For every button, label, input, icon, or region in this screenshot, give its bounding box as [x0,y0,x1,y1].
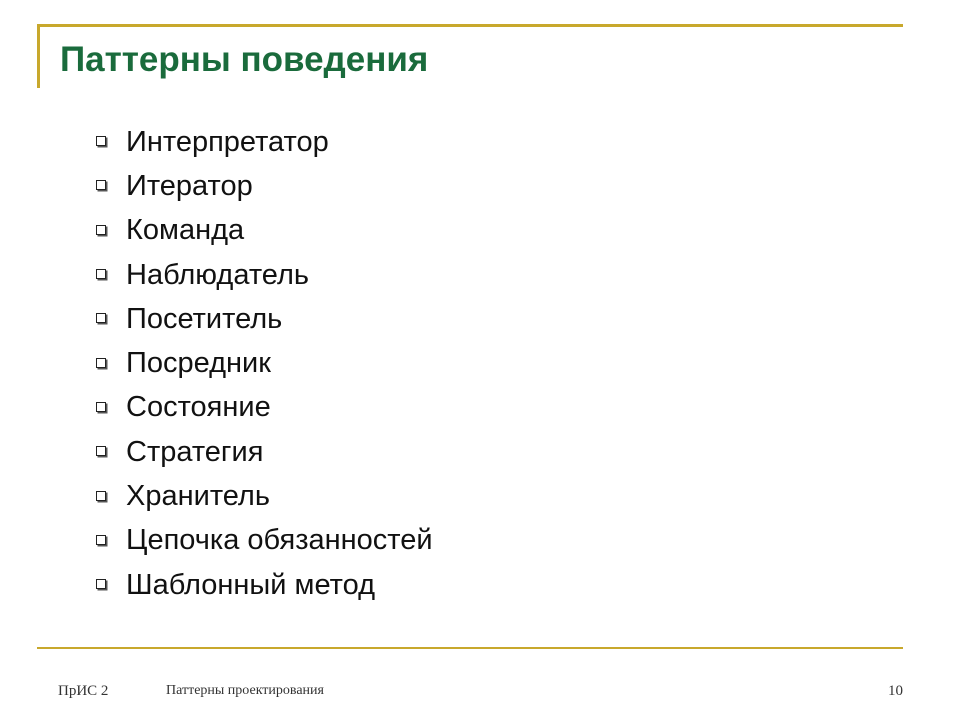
bullet-text: Интерпретатор [126,125,329,158]
bullet-item [96,474,433,518]
footer-course-label: ПрИС 2 [58,683,109,699]
bullet-item [96,164,433,208]
bullet-text: Цепочка обязанностей [126,524,433,557]
bullet-item [96,386,433,430]
bullet-item [96,120,433,164]
slide-title: Паттерны поведения [60,40,429,79]
bullet-text: Посредник [126,347,271,380]
bottom-accent-line [37,647,903,649]
bullet-text: Состояние [126,391,271,424]
hollow-square-bullet-icon [96,136,106,146]
bullet-text: Посетитель [126,302,283,335]
bullet-item [96,563,433,607]
bullet-item [96,519,433,563]
bullet-text: Наблюдатель [126,258,309,291]
left-accent-line [37,24,40,88]
footer-page-number: 10 [888,683,903,699]
hollow-square-bullet-icon [96,269,106,279]
bullet-item [96,209,433,253]
hollow-square-bullet-icon [96,313,106,323]
hollow-square-bullet-icon [96,180,106,190]
bullet-text: Стратегия [126,435,264,468]
hollow-square-bullet-icon [96,358,106,368]
hollow-square-bullet-icon [96,491,106,501]
hollow-square-bullet-icon [96,579,106,589]
hollow-square-bullet-icon [96,535,106,545]
hollow-square-bullet-icon [96,446,106,456]
hollow-square-bullet-icon [96,225,106,235]
bullet-text: Хранитель [126,480,270,513]
hollow-square-bullet-icon [96,402,106,412]
footer-topic-label: Паттерны проектирования [166,683,324,698]
bullet-item [96,341,433,385]
bullet-text: Итератор [126,169,253,202]
top-accent-line [37,24,903,27]
bullet-item [96,297,433,341]
bullet-item [96,430,433,474]
bullet-text: Команда [126,214,245,247]
bullet-text: Шаблонный метод [126,568,375,601]
bullet-list [96,120,433,607]
bullet-item [96,253,433,297]
